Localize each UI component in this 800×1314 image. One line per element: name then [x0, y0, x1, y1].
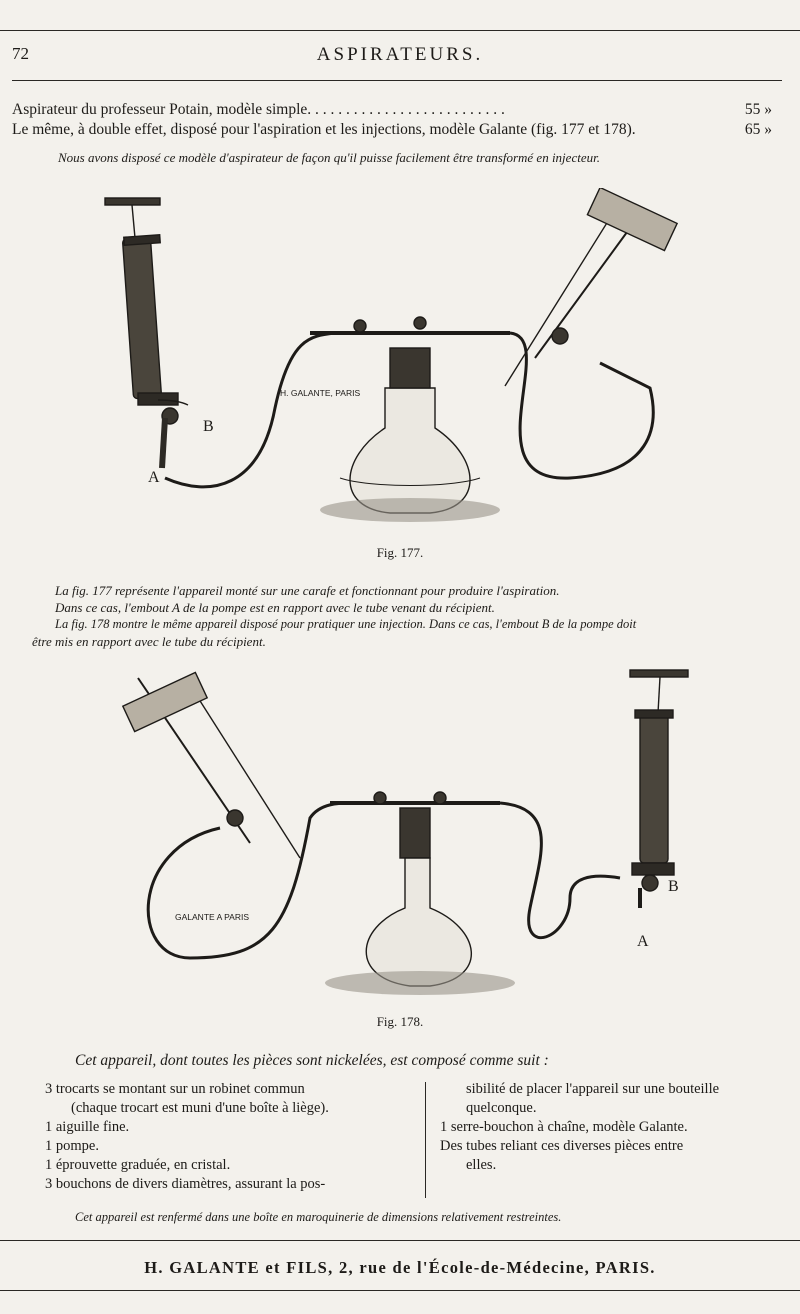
figure-178-illustration — [110, 668, 700, 1010]
left-tube — [148, 803, 350, 958]
figure-177-caption: Fig. 177. — [376, 545, 424, 560]
composition-item: 3 trocarts se montant sur un robinet commun — [45, 1081, 305, 1097]
trocar — [535, 228, 630, 358]
composition-item: Des tubes reliant ces diverses pièces entre — [440, 1138, 684, 1154]
page-title: ASPIRATEURS. — [316, 44, 484, 65]
carafe — [350, 388, 470, 513]
pump-handle — [630, 670, 688, 677]
cork-box — [123, 672, 207, 731]
composition-item: 1 serre-bouchon à chaîne, modèle Galante. — [440, 1119, 688, 1135]
composition-left-column — [45, 1080, 329, 1194]
composition-right-column — [440, 1080, 719, 1175]
publisher-footer: H. GALANTE et FILS, 2, rue de l'École-de-Médecine, PARIS. — [144, 1258, 656, 1277]
top-border-line — [0, 30, 800, 31]
price-line-label: Aspirateur du professeur Potain, modèle simple. . . . . . . . . . . . . . . . . . . . . . . . . . — [12, 101, 505, 118]
figure-description-line: La fig. 177 représente l'appareil monté sur une carafe et fonctionnant pour produire l'aspiration. — [55, 583, 560, 598]
figure-178-caption: Fig. 178. — [376, 1014, 424, 1029]
composition-item: sibilité de placer l'appareil sur une bouteille — [466, 1081, 720, 1097]
price-line-double — [12, 121, 636, 139]
price-line-simple — [12, 101, 505, 119]
page-number: 72 — [12, 44, 29, 63]
price-line-label: Le même, à double effet, disposé pour l'aspiration et les injections, modèle Galante (fig. 177 et 178). — [12, 121, 636, 138]
right-tube — [500, 803, 620, 938]
footer-bottom-rule — [0, 1290, 800, 1291]
endpoint-label-b: B — [203, 418, 214, 435]
endpoint-label-a: A — [148, 469, 160, 486]
figure-description-line: La fig. 178 montre le même appareil disposé pour pratiquer une injection. Dans ce cas, l'embout B de la pompe doit — [55, 617, 637, 631]
right-tube — [510, 333, 653, 478]
composition-item: 3 bouchons de divers diamètres, assurant la pos- — [45, 1176, 326, 1192]
figure-177-illustration — [90, 188, 690, 533]
cork-box — [587, 188, 677, 251]
engraving-label: H. GALANTE, PARIS — [280, 388, 361, 398]
pump-cylinder — [640, 713, 668, 863]
closing-note: Cet appareil est renfermé dans une boîte en maroquinerie de dimensions relativement restreintes. — [75, 1210, 562, 1224]
endpoint-label-b: B — [668, 878, 679, 895]
composition-item: 1 pompe. — [45, 1138, 99, 1154]
left-tube — [165, 333, 335, 487]
composition-item: elles. — [466, 1157, 497, 1173]
composition-intro: Cet appareil, dont toutes les pièces sont nickelées, est composé comme suit : — [75, 1052, 549, 1069]
figure-description-line: Dans ce cas, l'embout A de la pompe est en rapport avec le tube venant du récipient. — [55, 600, 495, 615]
engraving-label: GALANTE A PARIS — [175, 912, 250, 922]
footer-rule — [0, 1240, 800, 1241]
pump-cylinder — [122, 237, 161, 399]
composition-item: 1 éprouvette graduée, en cristal. — [45, 1157, 231, 1173]
composition-item: quelconque. — [466, 1100, 537, 1116]
composition-item: (chaque trocart est muni d'une boîte à liège). — [71, 1100, 329, 1116]
column-divider — [425, 1082, 426, 1198]
price-value-simple: 55 » — [744, 101, 772, 118]
pump-handle — [105, 198, 160, 205]
header-rule — [12, 80, 782, 81]
injector-note: Nous avons disposé ce modèle d'aspirateur de façon qu'il puisse facilement être transformé en injecteur. — [58, 150, 600, 165]
composition-item: 1 aiguille fine. — [45, 1119, 130, 1135]
endpoint-label-a: A — [637, 933, 649, 950]
carafe — [366, 858, 471, 986]
price-value-double: 65 » — [744, 121, 772, 138]
figure-description-line: être mis en rapport avec le tube du récipient. — [32, 634, 266, 649]
